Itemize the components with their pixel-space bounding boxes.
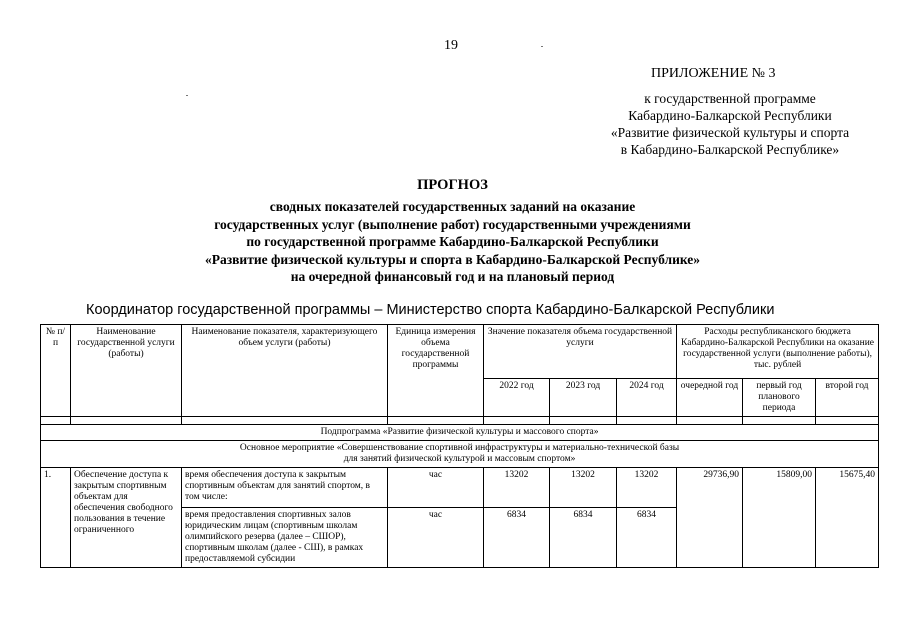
cell-unit: час bbox=[388, 468, 484, 508]
cell-indicator: время обеспечения доступа к закрытым спортивным объектам для занятий спортом, в том числе: bbox=[182, 468, 388, 508]
cell-unit: час bbox=[388, 508, 484, 568]
appendix-description bbox=[580, 90, 880, 158]
indicators-table bbox=[40, 324, 879, 568]
subprogram-row bbox=[41, 425, 879, 441]
subheading-line: государственных услуг (выполнение работ) государственными учреждениями bbox=[214, 216, 691, 232]
subheading-line: на очередной финансовый год и на плановый период bbox=[290, 269, 615, 284]
appendix-title: ПРИЛОЖЕНИЕ № 3 bbox=[651, 66, 776, 81]
header-indicator-name: Наименование показателя, характеризующего объем услуги (работы) bbox=[182, 325, 388, 417]
main-activity-line: для занятий физической культурой и массовым спортом» bbox=[343, 454, 576, 464]
header-year-2022: 2022 год bbox=[484, 379, 550, 417]
header-service-name: Наименование государственной услуги (работы) bbox=[71, 325, 182, 417]
header-num: № п/п bbox=[41, 325, 71, 417]
header-second-planned-year: второй год bbox=[816, 379, 879, 417]
header-unit: Единица измерения объема государственной программы bbox=[388, 325, 484, 417]
document-heading: ПРОГНОЗ bbox=[417, 177, 488, 193]
cell-value-2023: 13202 bbox=[550, 468, 617, 508]
scan-speck bbox=[541, 46, 543, 47]
cell-expense-first-planned: 15809,00 bbox=[743, 468, 816, 568]
header-year-2024: 2024 год bbox=[617, 379, 677, 417]
header-budget-expenses: Расходы республиканского бюджета Кабардино-Балкарской Республики на оказание государственной услуги (выполнение работы), тыс. рублей bbox=[677, 325, 879, 379]
header-year-2023: 2023 год bbox=[550, 379, 617, 417]
subheading-line: по государственной программе Кабардино-Балкарской Республики bbox=[246, 234, 659, 249]
document-subheading bbox=[120, 198, 785, 286]
appendix-line: Кабардино-Балкарской Республики bbox=[628, 108, 832, 123]
subprogram-title: Подпрограмма «Развитие физической культуры и массового спорта» bbox=[41, 425, 879, 441]
cell-row-number: 1. bbox=[41, 468, 71, 568]
main-activity-line: Основное мероприятие «Совершенствование спортивной инфраструктуры и материально-технической базы bbox=[239, 443, 680, 453]
cell-service-name: Обеспечение доступа к закрытым спортивным объектам для обеспечения свободного пользования в течение ограниченного bbox=[71, 468, 182, 568]
page-number: 19 bbox=[444, 38, 458, 53]
cell-value-2023: 6834 bbox=[550, 508, 617, 568]
cell-expense-second-planned: 15675,40 bbox=[816, 468, 879, 568]
table-row bbox=[41, 468, 879, 508]
cell-indicator: время предоставления спортивных залов юридическим лицам (спортивным школам олимпийского резерва (далее – СШОР), спортивным школам (далее - СШ), в рамках предоставляемой субсидии bbox=[182, 508, 388, 568]
cell-value-2022: 6834 bbox=[484, 508, 550, 568]
subheading-line: сводных показателей государственных заданий на оказание bbox=[269, 199, 636, 214]
cell-expense-next-year: 29736,90 bbox=[677, 468, 743, 568]
subheading-line: «Развитие физической культуры и спорта в Кабардино-Балкарской Республике» bbox=[204, 251, 701, 267]
main-activity-row bbox=[41, 441, 879, 468]
program-coordinator: Координатор государственной программы – Министерство спорта Кабардино-Балкарской Республики bbox=[86, 302, 775, 318]
cell-value-2024: 6834 bbox=[617, 508, 677, 568]
table-spacer-row bbox=[41, 417, 879, 425]
appendix-line: к государственной программе bbox=[644, 91, 816, 106]
appendix-line: «Развитие физической культуры и спорта bbox=[610, 125, 850, 140]
header-indicator-values: Значение показателя объема государственной услуги bbox=[484, 325, 677, 379]
main-activity-title bbox=[41, 441, 879, 468]
cell-value-2022: 13202 bbox=[484, 468, 550, 508]
header-first-planned-year: первый год планового периода bbox=[743, 379, 816, 417]
cell-value-2024: 13202 bbox=[617, 468, 677, 508]
header-next-year: очередной год bbox=[677, 379, 743, 417]
scan-speck bbox=[186, 95, 188, 96]
appendix-line: в Кабардино-Балкарской Республике» bbox=[620, 142, 840, 157]
table-header-row bbox=[41, 325, 879, 379]
